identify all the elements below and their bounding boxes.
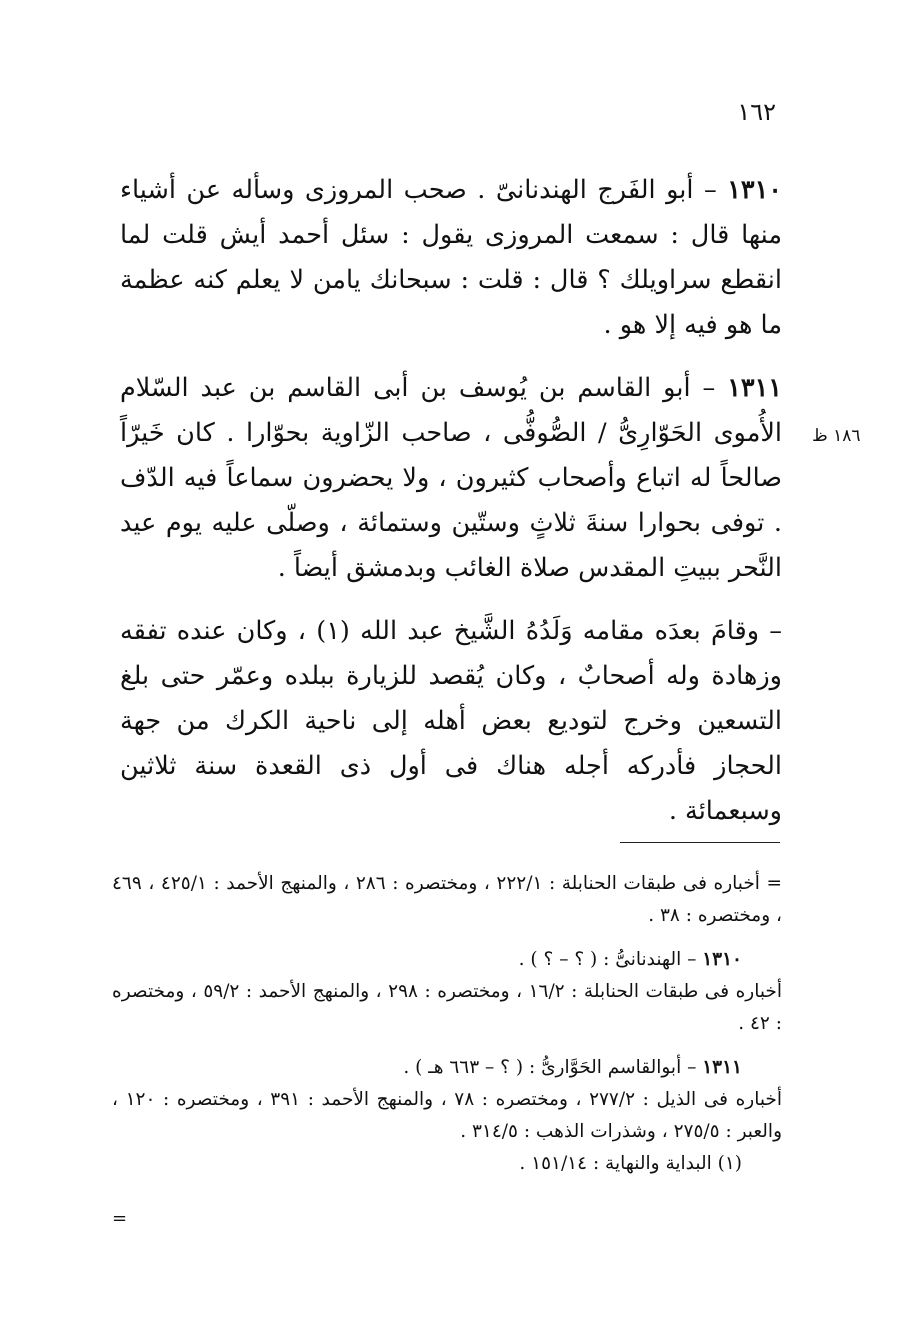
entry-text: – أبو الفَرج الهندنانىّ . صحب المروزى وسأله عن أشياء منها قال : سمعت المروزى يقول : سئل أحمد أيش قلت لما انقطع سراويلك ؟ قال : قلت : سبحانك يامن لا يعلم كنه عظمة ما هو فيه إلا هو . [120,175,782,340]
footnote-1310-body: أخباره فى طبقات الحنابلة : ١٦/٢ ، ومختصره : ٢٩٨ ، والمنهج الأحمد : ٥٩/٢ ، ومختصره : ٤٢ . [112,981,782,1034]
footnote-1: (١) البداية والنهاية : ١٥١/١٤ . [519,1153,742,1174]
entry-text: – أبو القاسم بن يُوسف بن أبى القاسم بن عبد السّلام الأُموى الحَوّارِىُّ / الصُّوفُّى ، صاحب الزّاوية بحوّارا . كان خَيرّاً صالحاً له اتباع وأصحاب كثيرون ، ولا يحضرون سماعاً فيه الدّف . توفى بحوارا سنةَ ثلاثٍ وستّين وستمائة ، وصلّى عليه يوم عيد النَّحر ببيتِ المقدس صلاة الغائب وبدمشق أيضاً . [120,373,782,583]
footnotes [112,868,782,1180]
footnote-heading-text: – أبوالقاسم الحَوَّارىُّ : ( ؟ – ٦٦٣ هـ ) . [403,1057,697,1078]
footnote-separator [620,842,780,843]
entry-text: – وقامَ بعدَه مقامه وَلَدُهُ الشَّيخ عبد الله (١) ، وكان عنده تفقه وزهادة وله أصحابٌ ، وكان يُقصد للزيارة ببلده وعمّر حتى بلغ التسعين وخرج لتوديع بعض أهله إلى ناحية الكرك من جهة الحجاز فأدركه أجله هناك فى أول ذى القعدة سنة ثلاثين وسبعمائة . [120,616,782,826]
footnote-continuation: = أخباره فى طبقات الحنابلة : ٢٢٢/١ ، ومختصره : ٢٨٦ ، والمنهج الأحمد : ٤٢٥/١ ، ٤٦٩ ، ومختصره : ٣٨ . [112,873,782,926]
margin-folio-note: ١٨٦ ظ [812,426,861,446]
entry-1311 [120,366,782,591]
entry-1310 [120,168,782,348]
entry-number: ١٣١٠ [727,175,782,205]
footnote-1310-heading [112,944,782,976]
footnote-entry-number: ١٣١١ [702,1057,742,1078]
footnote-heading-text: – الهندنانىُّ : ( ؟ – ؟ ) . [518,949,697,970]
main-text [120,168,782,834]
entry-1311-continuation [120,609,782,834]
page-number: ١٦٢ [737,98,776,126]
continuation-mark: = [112,1208,128,1229]
footnote-1311-heading [112,1052,782,1084]
footnote-entry-number: ١٣١٠ [702,949,742,970]
footnote-1311-body: أخباره فى الذيل : ٢٧٧/٢ ، ومختصره : ٧٨ ، والمنهج الأحمد : ٣٩١ ، ومختصره : ١٢٠ ، والعبر : ٢٧٥/٥ ، وشذرات الذهب : ٣١٤/٥ . [112,1089,782,1142]
entry-number: ١٣١١ [727,373,782,403]
